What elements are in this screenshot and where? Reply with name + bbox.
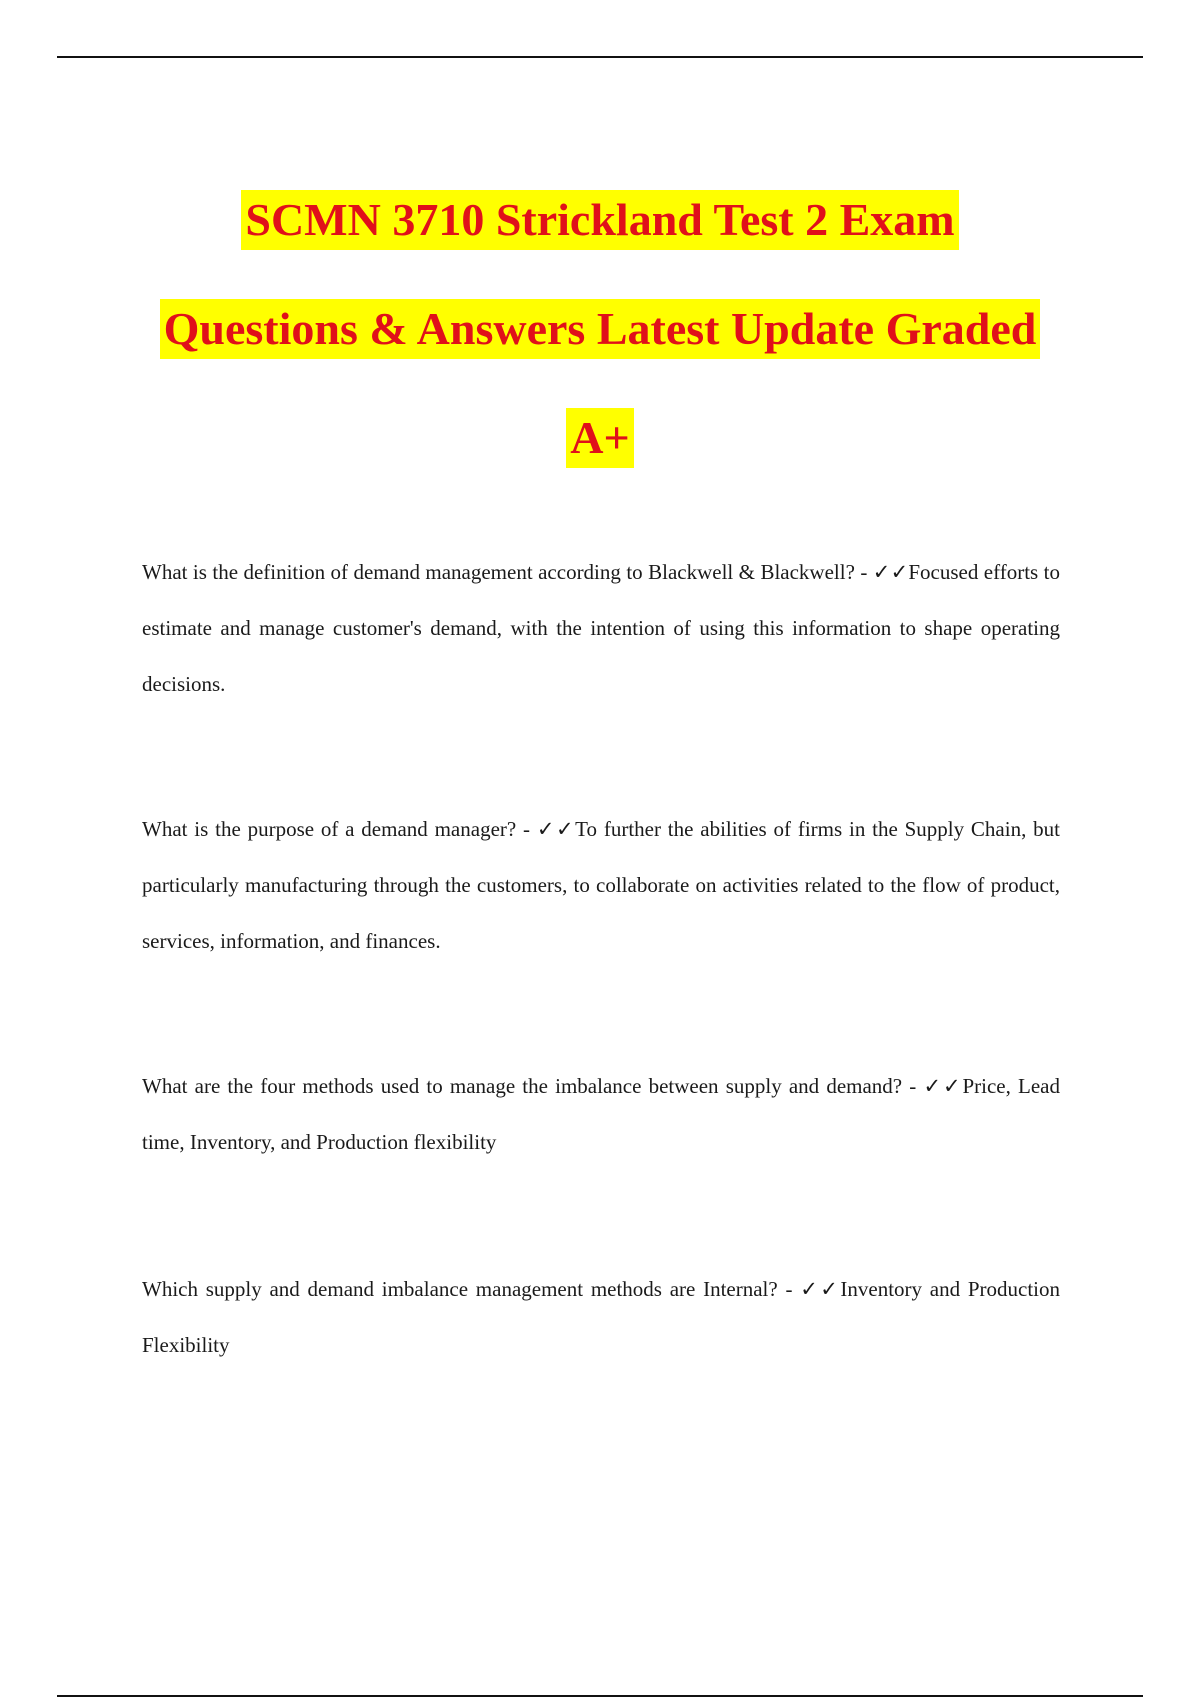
double-check-icon: ✓✓ — [800, 1277, 841, 1301]
answer-text: Price, Lead time, Inventory, and Production flexibility — [142, 1074, 1060, 1154]
document-title — [0, 190, 1200, 517]
qa-item-4 — [142, 1261, 1060, 1373]
title-line-1: SCMN 3710 Strickland Test 2 Exam — [241, 190, 958, 250]
qa-item-2 — [142, 801, 1060, 969]
title-line-2: Questions & Answers Latest Update Graded — [160, 299, 1041, 359]
double-check-icon: ✓✓ — [536, 817, 576, 841]
qa-item-3 — [142, 1058, 1060, 1170]
question-text: What is the purpose of a demand manager? - — [142, 817, 537, 841]
double-check-icon: ✓✓ — [923, 1074, 963, 1098]
top-rule — [57, 56, 1143, 58]
question-text: What are the four methods used to manage the imbalance between supply and demand? - — [142, 1074, 924, 1098]
answer-text: Inventory and Production Flexibility — [142, 1277, 1061, 1357]
question-text: What is the definition of demand management according to Blackwell & Blackwell? - — [142, 560, 873, 584]
answer-text: Focused efforts to estimate and manage customer's demand, with the intention of using this information to shape operating decisions. — [142, 560, 1060, 696]
double-check-icon: ✓✓ — [872, 560, 909, 584]
answer-text: To further the abilities of firms in the Supply Chain, but particularly manufacturing through the customers, to collaborate on activities related to the flow of product, services, information, and finances. — [142, 817, 1060, 953]
bottom-rule — [57, 1695, 1143, 1697]
qa-item-1 — [142, 544, 1060, 712]
question-text: Which supply and demand imbalance management methods are Internal? - — [142, 1277, 801, 1301]
title-line-3: A+ — [566, 408, 633, 468]
